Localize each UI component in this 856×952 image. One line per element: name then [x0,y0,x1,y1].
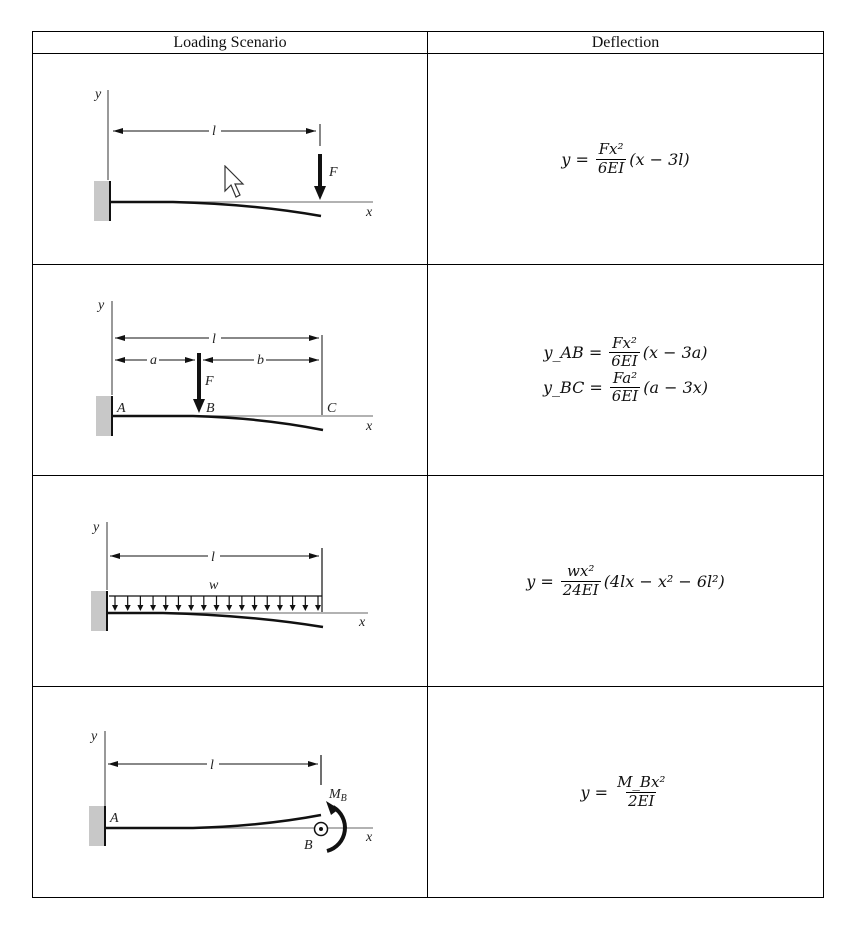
b-label: b [257,353,264,368]
point-a-label: A [117,401,126,416]
cantilever-end-load-figure [33,54,428,264]
table-row [33,476,824,687]
formula-bc: y_BC = $\frac{\text{Fa²}}{6EI}$ (a − 3x) [542,369,709,406]
table-row [33,54,824,265]
deflected-beam [105,815,321,828]
cantilever-end-moment-figure [33,687,428,897]
x-axis-label: x [366,830,373,845]
distributed-load-arrows [112,596,321,611]
table-row [33,265,824,476]
deflected-beam [110,202,321,216]
force-label: F [205,374,214,389]
point-a-label: A [110,811,119,826]
x-axis-label: x [366,205,373,220]
moment-label: $M_B$ [329,787,347,804]
load-arrowhead [226,605,232,611]
load-arrowhead [175,605,181,611]
load-arrowhead [214,605,220,611]
header-row [33,32,824,54]
diagram-cantilever-end-moment [33,687,428,898]
mouse-cursor-icon [224,165,248,201]
load-arrowhead [302,605,308,611]
point-b-label: B [206,401,215,416]
deflected-beam [112,416,323,430]
y-axis-label: y [93,520,100,535]
deflection-table [32,31,824,898]
length-label: l [212,332,216,347]
y-axis-label: y [98,298,105,313]
load-arrowhead [112,605,118,611]
length-label: l [211,550,215,565]
a-label: a [150,353,157,368]
formula-cell-2 [428,265,824,476]
length-label: l [212,124,216,139]
table-row [33,687,824,898]
deflected-beam [107,613,323,627]
deflection-formula: y = $\frac{\text{wx²}}{24EI}$ (4lx − x² − 6l²) [526,562,725,599]
point-c-label: C [327,401,337,416]
load-arrowhead [201,605,207,611]
load-arrowhead [277,605,283,611]
load-intensity-label: w [209,578,219,593]
cantilever-intermediate-load-figure [33,265,428,475]
wall-support [89,806,105,846]
wall-support [96,396,112,436]
moment-arrow [327,807,345,851]
header-loading-scenario: Loading Scenario [33,32,428,54]
formula-cell-1 [428,54,824,265]
length-label: l [210,758,214,773]
header-deflection: Deflection [428,32,824,54]
y-axis-label: y [91,729,98,744]
point-b-label: B [304,838,313,853]
load-arrowhead [264,605,270,611]
formula-cell-3 [428,476,824,687]
deflection-formula: y = $\frac{\text{M\_Bx²}}{2EI}$ [580,773,666,810]
load-arrowhead [290,605,296,611]
load-arrowhead [163,605,169,611]
force-label: F [329,165,338,180]
formula-cell-4 [428,687,824,898]
x-axis-label: x [366,419,373,434]
load-arrowhead [252,605,258,611]
load-arrowhead [137,605,143,611]
wall-support [91,591,107,631]
load-arrowhead [239,605,245,611]
x-axis-label: x [359,615,366,630]
load-arrowhead [188,605,194,611]
diagram-cantilever-end-load [33,54,428,265]
diagram-cantilever-intermediate-load [33,265,428,476]
load-arrowhead [150,605,156,611]
formula-ab: y_AB = $\frac{\text{Fx²}}{6EI}$ (x − 3a) [543,333,708,370]
cantilever-uniform-load-figure [33,476,428,686]
y-axis-label: y [95,87,102,102]
diagram-cantilever-uniform-load [33,476,428,687]
deflection-formula: y = $\frac{\text{Fx²}}{6EI}$ (x − 3l) [561,140,690,177]
wall-support [94,181,110,221]
load-arrowhead [315,605,321,611]
load-arrowhead [125,605,131,611]
deflection-formula-pair [543,335,708,406]
